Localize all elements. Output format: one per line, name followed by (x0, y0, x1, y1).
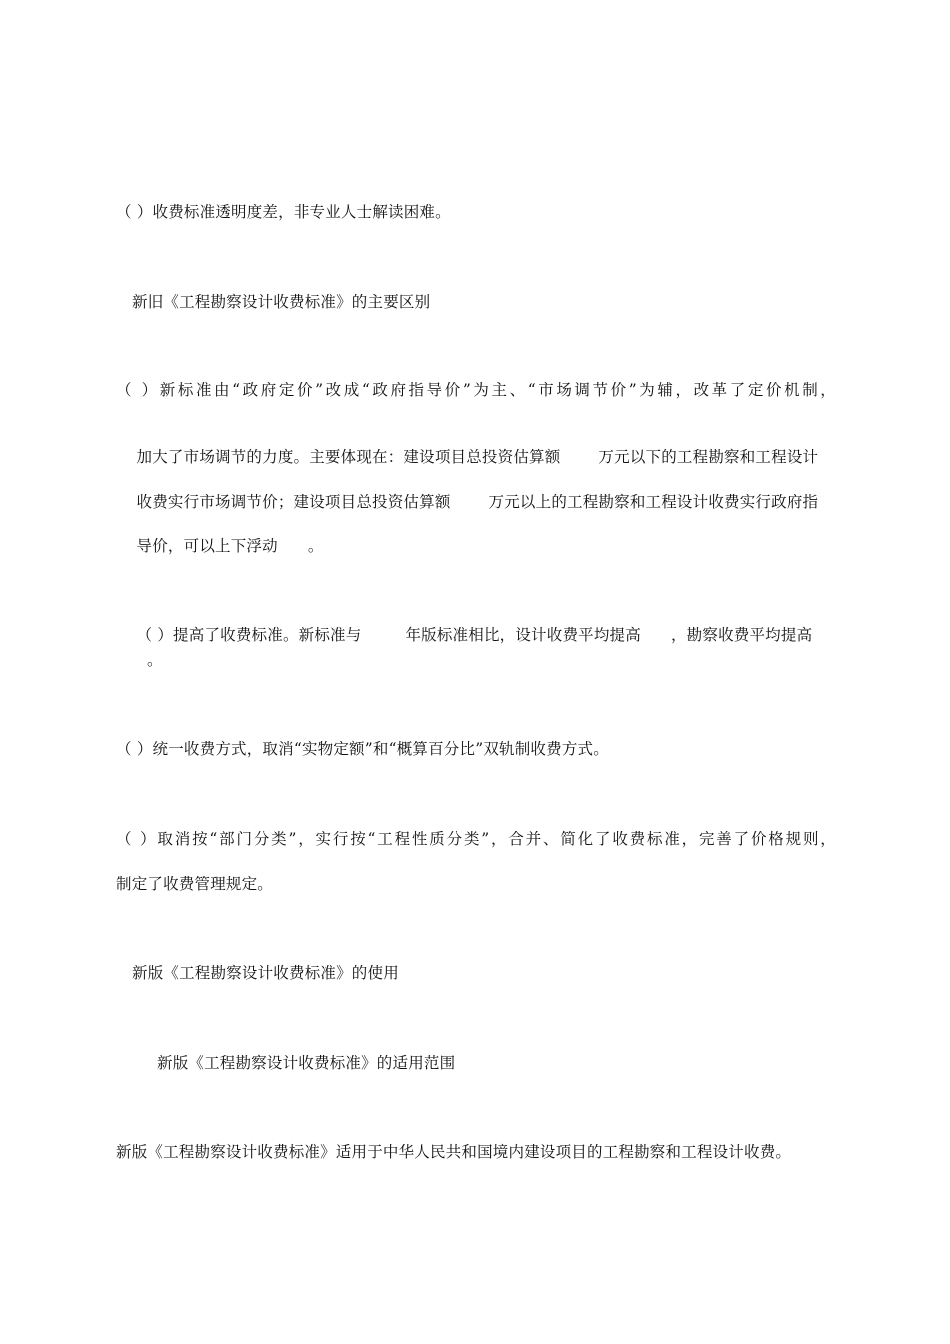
section-heading-usage: 新版《工程勘察设计收费标准》的使用 (132, 964, 399, 982)
paragraph-classification-line1: （ ）取消按“部门分类”，实行按“工程性质分类”，合并、简化了收费标准，完善了价格规则， (116, 830, 836, 848)
text-segment: 万元以下的工程勘察和工程设计 (598, 448, 819, 466)
paragraph-unified-method: （ ）统一收费方式，取消“实物定额”和“概算百分比”双轨制收费方式。 (116, 740, 609, 758)
section-heading-differences: 新旧《工程勘察设计收费标准》的主要区别 (132, 293, 431, 311)
paragraph-fee-increase-line1 (116, 605, 812, 665)
text-segment: 收费实行市场调节价；建设项目总投资估算额 (136, 493, 451, 511)
subsection-heading-scope: 新版《工程勘察设计收费标准》的适用范围 (157, 1054, 456, 1072)
text-segment: 导价，可以上下浮动 (136, 537, 278, 555)
paragraph-pricing-mechanism-line1: （ ）新标准由“政府定价”改成“政府指导价”为主、“市场调节价”为辅，改革了定价机制， (116, 381, 836, 399)
text-segment: 。 (307, 537, 324, 555)
paragraph-classification-line2: 制定了收费管理规定。 (116, 875, 274, 893)
paragraph-scope: 新版《工程勘察设计收费标准》适用于中华人民共和国境内建设项目的工程勘察和工程设计收费。 (116, 1143, 792, 1161)
text-segment: 年版标准相比，设计收费平均提高 (405, 626, 641, 644)
paragraph-transparency: （ ）收费标准透明度差，非专业人士解读困难。 (116, 203, 451, 221)
text-segment: 万元以上的工程勘察和工程设计收费实行政府指 (488, 493, 819, 511)
paragraph-pricing-mechanism-line4 (116, 516, 324, 576)
paragraph-fee-increase-line2: 。 (147, 651, 163, 669)
text-segment: （ ）提高了收费标准。新标准与 (136, 626, 362, 644)
text-segment: ，勘察收费平均提高 (670, 626, 813, 644)
text-segment: 加大了市场调节的力度。主要体现在：建设项目总投资估算额 (136, 448, 561, 466)
